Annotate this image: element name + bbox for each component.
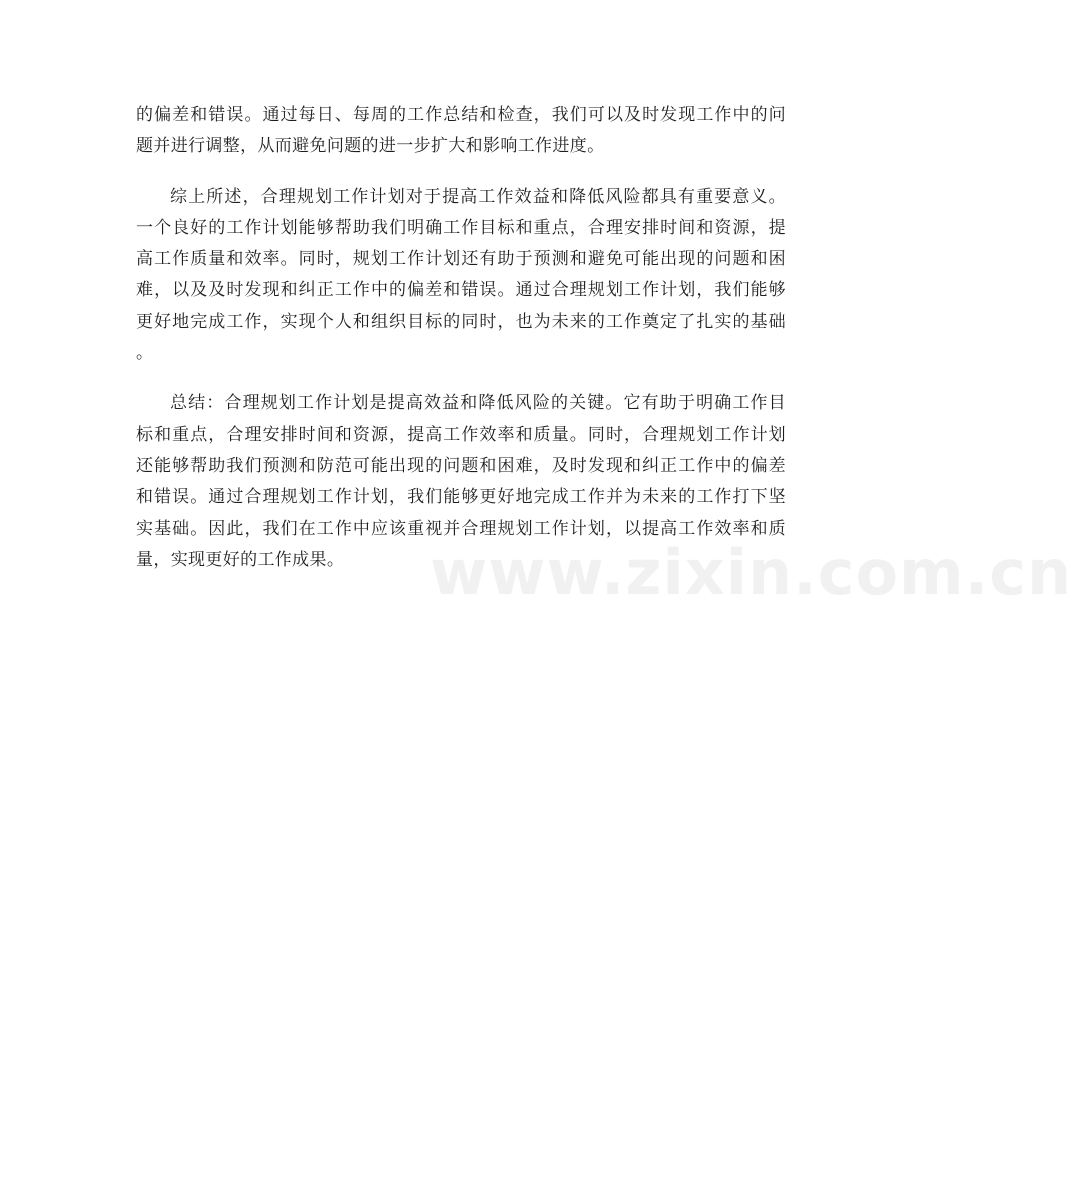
text-line: 量，实现更好的工作成果。: [136, 549, 345, 570]
paragraph-continuation: [136, 100, 786, 163]
text-line: 题并进行调整，从而避免问题的进一步扩大和影响工作进度。: [136, 136, 605, 157]
watermark: www.zixin.com.cn: [430, 536, 1072, 609]
text-line: 更好地完成工作，实现个人和组织目标的同时，也为未来的工作奠定了扎实的基础: [136, 311, 786, 332]
paragraph-summary: [136, 182, 786, 370]
text-line: 一个良好的工作计划能够帮助我们明确工作目标和重点，合理安排时间和资源，提: [136, 217, 786, 238]
text-line: 总结：合理规划工作计划是提高效益和降低风险的关键。它有助于明确工作目: [170, 393, 786, 414]
text-line: 难，以及及时发现和纠正工作中的偏差和错误。通过合理规划工作计划，我们能够: [136, 280, 786, 301]
text-line: 的偏差和错误。通过每日、每周的工作总结和检查，我们可以及时发现工作中的问: [136, 105, 786, 125]
text-line: 和错误。通过合理规划工作计划，我们能够更好地完成工作并为未来的工作打下坚: [136, 487, 786, 508]
paragraph-conclusion: [136, 388, 786, 576]
text-line: 实基础。因此，我们在工作中应该重视并合理规划工作计划，以提高工作效率和质: [136, 518, 786, 539]
text-line: 。: [136, 343, 154, 364]
text-line: 综上所述，合理规划工作计划对于提高工作效益和降低风险都具有重要意义。: [170, 186, 786, 207]
text-line: 标和重点，合理安排时间和资源，提高工作效率和质量。同时，合理规划工作计划: [136, 424, 786, 445]
text-line: 还能够帮助我们预测和防范可能出现的问题和困难，及时发现和纠正工作中的偏差: [136, 455, 786, 476]
text-line: 高工作质量和效率。同时，规划工作计划还有助于预测和避免可能出现的问题和困: [136, 249, 786, 270]
document-body: [136, 100, 786, 576]
